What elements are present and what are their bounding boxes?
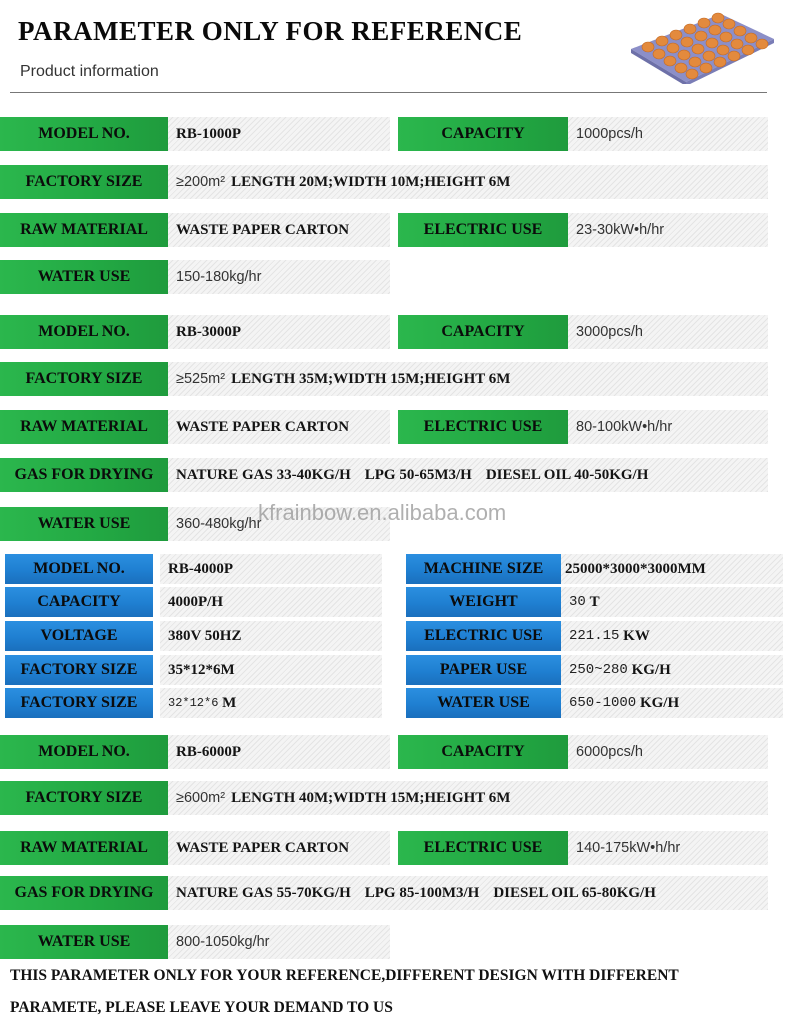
factory-dimensions: LENGTH 40M;WIDTH 15M;HEIGHT 6M: [231, 789, 511, 806]
factory-size-label-2: FACTORY SIZE: [5, 688, 153, 718]
factory-size-value: 35*12*6M: [160, 655, 382, 685]
capacity-label: CAPACITY: [398, 735, 568, 769]
weight-number: 30: [569, 594, 586, 610]
water-use-value: 150-180kg/hr: [168, 260, 390, 294]
factory-size-value-2: [160, 688, 382, 718]
egg-tray-icon: [626, 4, 776, 84]
water-use-label: WATER USE: [0, 260, 168, 294]
electric-use-label: ELECTRIC USE: [398, 831, 568, 865]
factory-size-label: FACTORY SIZE: [0, 781, 168, 815]
weight-value: [561, 587, 783, 617]
model-label: MODEL NO.: [5, 554, 153, 584]
factory-dimensions: LENGTH 20M;WIDTH 10M;HEIGHT 6M: [231, 173, 511, 190]
water-unit: KG/H: [639, 694, 680, 711]
machine-size-label: MACHINE SIZE: [406, 554, 561, 584]
footer-note-line-2: PARAMETE, PLEASE LEAVE YOUR DEMAND TO US: [10, 999, 393, 1016]
model-value: RB-1000P: [168, 117, 390, 151]
model-value: RB-4000P: [160, 554, 382, 584]
capacity-value: 4000P/H: [160, 587, 382, 617]
capacity-label: CAPACITY: [398, 117, 568, 151]
water-use-value: 800-1050kg/hr: [168, 925, 390, 959]
water-use-value: 360-480kg/hr: [168, 507, 390, 541]
paper-use-label: PAPER USE: [406, 655, 561, 685]
paper-unit: KG/H: [631, 661, 671, 678]
model-label: MODEL NO.: [0, 735, 168, 769]
capacity-value: 3000pcs/h: [568, 315, 768, 349]
electric-use-value: 140-175kW•h/hr: [568, 831, 768, 865]
factory-size-label: FACTORY SIZE: [0, 362, 168, 396]
raw-material-label: RAW MATERIAL: [0, 831, 168, 865]
footer-note-line-1: THIS PARAMETER ONLY FOR YOUR REFERENCE,DIFFERENT DESIGN WITH DIFFERENT: [10, 967, 679, 984]
gas-diesel: DIESEL OIL 40-50KG/H: [485, 466, 649, 483]
watermark: kfrainbow.en.alibaba.com: [258, 500, 507, 525]
model-value: RB-6000P: [168, 735, 390, 769]
model-label: MODEL NO.: [0, 117, 168, 151]
capacity-value: 6000pcs/h: [568, 735, 768, 769]
page-subtitle: Product information: [20, 63, 159, 80]
machine-size-value: 25000*3000*3000MM: [561, 554, 783, 584]
factory-size-value: [168, 362, 768, 396]
factory-area: ≥600m²: [176, 790, 226, 806]
factory2-unit: M: [222, 694, 237, 711]
electric-number: 221.15: [569, 628, 620, 644]
raw-material-value: WASTE PAPER CARTON: [168, 410, 390, 444]
electric-use-value: [561, 621, 783, 651]
water-use-label: WATER USE: [0, 925, 168, 959]
capacity-value: 1000pcs/h: [568, 117, 768, 151]
gas-drying-label: GAS FOR DRYING: [0, 458, 168, 492]
electric-use-label: ELECTRIC USE: [398, 213, 568, 247]
voltage-value: 380V 50HZ: [160, 621, 382, 651]
gas-drying-label: GAS FOR DRYING: [0, 876, 168, 910]
capacity-label: CAPACITY: [5, 587, 153, 617]
gas-drying-value: [168, 876, 768, 910]
water-use-label: WATER USE: [406, 688, 561, 718]
gas-lpg: LPG 85-100M3/H: [364, 884, 480, 901]
raw-material-value: WASTE PAPER CARTON: [168, 213, 390, 247]
water-use-value: [561, 688, 783, 718]
paper-use-value: [561, 655, 783, 685]
electric-unit: KW: [623, 627, 650, 644]
factory2-number: 32*12*6: [168, 696, 219, 710]
factory-size-value: [168, 781, 768, 815]
water-number: 650-1000: [569, 695, 637, 711]
factory-area: ≥200m²: [176, 174, 226, 190]
electric-use-value: 23-30kW•h/hr: [568, 213, 768, 247]
factory-area: ≥525m²: [176, 371, 226, 387]
gas-diesel: DIESEL OIL 65-80KG/H: [493, 884, 656, 901]
paper-number: 250~280: [569, 662, 628, 678]
model-value: RB-3000P: [168, 315, 390, 349]
gas-drying-value: [168, 458, 768, 492]
capacity-label: CAPACITY: [398, 315, 568, 349]
factory-size-value: [168, 165, 768, 199]
raw-material-label: RAW MATERIAL: [0, 213, 168, 247]
water-use-label: WATER USE: [0, 507, 168, 541]
voltage-label: VOLTAGE: [5, 621, 153, 651]
electric-use-label: ELECTRIC USE: [398, 410, 568, 444]
factory-dimensions: LENGTH 35M;WIDTH 15M;HEIGHT 6M: [231, 370, 511, 387]
model-label: MODEL NO.: [0, 315, 168, 349]
gas-lpg: LPG 50-65M3/H: [364, 466, 472, 483]
weight-label: WEIGHT: [406, 587, 561, 617]
header-divider: [10, 92, 767, 93]
raw-material-label: RAW MATERIAL: [0, 410, 168, 444]
weight-unit: T: [589, 593, 600, 610]
factory-size-label: FACTORY SIZE: [0, 165, 168, 199]
factory-size-label: FACTORY SIZE: [5, 655, 153, 685]
electric-use-value: 80-100kW•h/hr: [568, 410, 768, 444]
gas-nature: NATURE GAS 33-40KG/H: [176, 466, 351, 483]
page-title: PARAMETER ONLY FOR REFERENCE: [18, 16, 523, 46]
gas-nature: NATURE GAS 55-70KG/H: [176, 884, 351, 901]
raw-material-value: WASTE PAPER CARTON: [168, 831, 390, 865]
electric-use-label: ELECTRIC USE: [406, 621, 561, 651]
